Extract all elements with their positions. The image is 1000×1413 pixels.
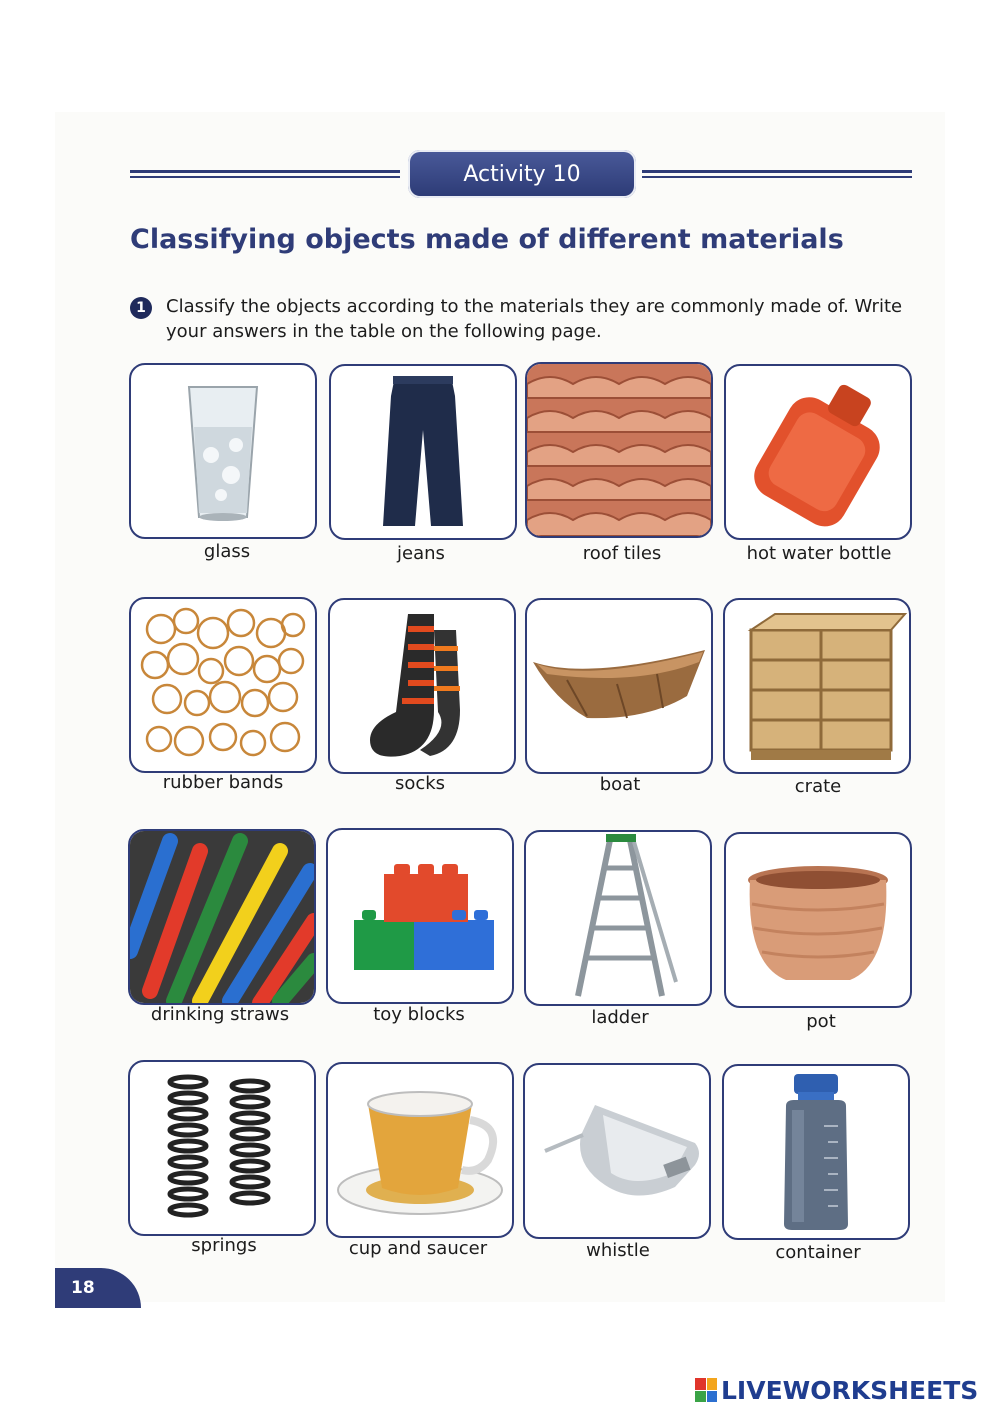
cup-and-saucer-icon bbox=[328, 1064, 512, 1236]
boat-icon bbox=[527, 600, 711, 772]
label-hot-water-bottle: hot water bottle bbox=[746, 543, 892, 564]
header-rule-right bbox=[642, 170, 912, 182]
label-cup-and-saucer: cup and saucer bbox=[348, 1238, 488, 1259]
label-glass: glass bbox=[203, 541, 251, 562]
card-roof-tiles bbox=[525, 362, 713, 538]
card-hot-water-bottle bbox=[724, 364, 912, 540]
glass-icon bbox=[131, 365, 315, 537]
brand-grid-icon bbox=[695, 1378, 717, 1402]
label-roof-tiles: roof tiles bbox=[582, 543, 662, 564]
container-icon bbox=[724, 1066, 908, 1238]
label-socks: socks bbox=[394, 773, 446, 794]
label-springs: springs bbox=[191, 1235, 257, 1256]
springs-icon bbox=[130, 1062, 314, 1234]
brand-logo[interactable] bbox=[695, 1374, 978, 1406]
hot-water-bottle-icon bbox=[726, 366, 910, 538]
drinking-straws-icon bbox=[130, 831, 314, 1003]
label-toy-blocks: toy blocks bbox=[373, 1004, 465, 1025]
card-jeans bbox=[329, 364, 517, 540]
activity-badge: Activity 10 bbox=[408, 150, 636, 198]
label-crate: crate bbox=[794, 776, 842, 797]
card-boat bbox=[525, 598, 713, 774]
label-boat: boat bbox=[599, 774, 641, 795]
crate-icon bbox=[725, 600, 909, 772]
socks-icon bbox=[330, 600, 514, 772]
card-pot bbox=[724, 832, 912, 1008]
card-glass bbox=[129, 363, 317, 539]
question-number: 1 bbox=[130, 297, 152, 319]
ladder-icon bbox=[526, 832, 710, 1004]
label-ladder: ladder bbox=[591, 1007, 649, 1028]
label-drinking-straws: drinking straws bbox=[150, 1004, 290, 1025]
card-whistle bbox=[523, 1063, 711, 1239]
question-text: Classify the objects according to the materials they are commonly made of. Write your answers in the table on the following page. bbox=[166, 296, 903, 342]
whistle-icon bbox=[525, 1065, 709, 1237]
label-rubber-bands: rubber bands bbox=[162, 772, 284, 793]
header-rule-left bbox=[130, 170, 400, 182]
page-number: 18 bbox=[55, 1268, 141, 1308]
toy-blocks-icon bbox=[328, 830, 512, 1002]
label-container: container bbox=[775, 1242, 861, 1263]
card-ladder bbox=[524, 830, 712, 1006]
card-socks bbox=[328, 598, 516, 774]
card-drinking-straws bbox=[128, 829, 316, 1005]
label-jeans: jeans bbox=[397, 543, 445, 564]
jeans-icon bbox=[331, 366, 515, 538]
label-whistle: whistle bbox=[586, 1240, 650, 1261]
rubber-bands-icon bbox=[131, 599, 315, 771]
card-crate bbox=[723, 598, 911, 774]
brand-name: LIVEWORKSHEETS bbox=[721, 1375, 979, 1405]
page-title: Classifying objects made of different materials bbox=[130, 224, 844, 255]
card-toy-blocks bbox=[326, 828, 514, 1004]
roof-tiles-icon bbox=[527, 364, 711, 536]
card-cup-and-saucer bbox=[326, 1062, 514, 1238]
card-rubber-bands bbox=[129, 597, 317, 773]
card-container bbox=[722, 1064, 910, 1240]
label-pot: pot bbox=[806, 1011, 836, 1032]
pot-icon bbox=[726, 834, 910, 1006]
card-springs bbox=[128, 1060, 316, 1236]
